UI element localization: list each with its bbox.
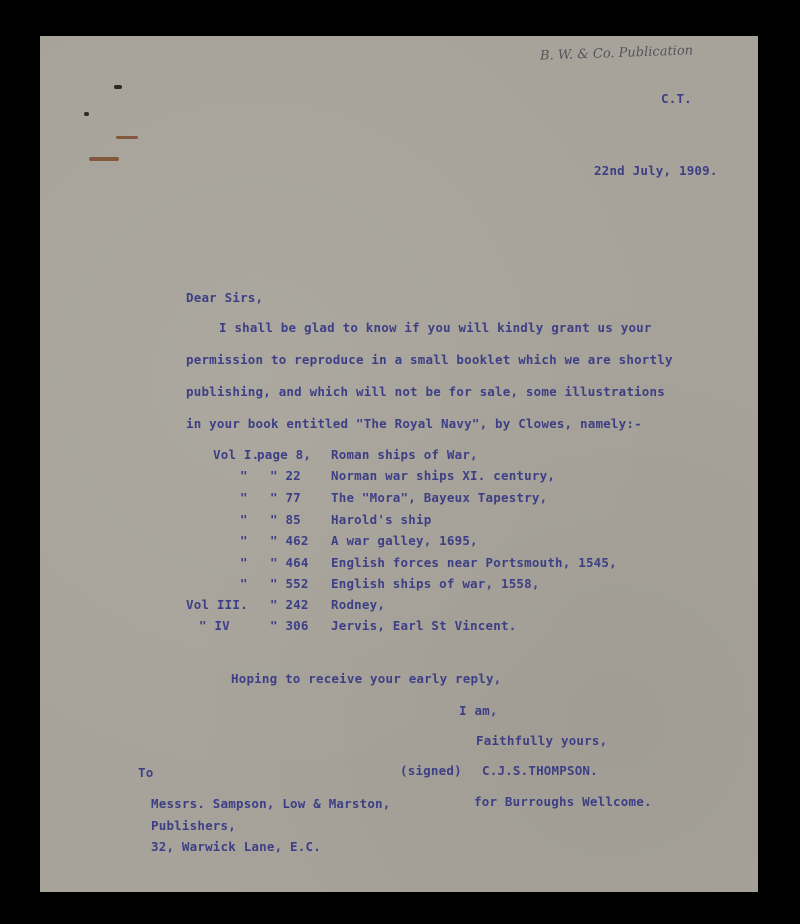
ink-speck	[84, 112, 89, 116]
list-page: " 77	[270, 490, 301, 505]
i-am-line: I am,	[459, 703, 498, 718]
list-vol: "	[240, 468, 248, 483]
closing-line: Hoping to receive your early reply,	[231, 671, 502, 686]
to-label: To	[138, 765, 154, 780]
list-page: " 306	[270, 618, 309, 633]
list-desc: English ships of war, 1558,	[331, 576, 540, 591]
handwritten-annotation: B. W. & Co. Publication	[539, 43, 694, 64]
list-page: " 242	[270, 597, 309, 612]
list-vol: Vol I.	[213, 447, 260, 462]
list-desc: Jervis, Earl St Vincent.	[331, 618, 517, 633]
list-desc: English forces near Portsmouth, 1545,	[331, 555, 617, 570]
body-line: publishing, and which will not be for sale, some illustrations	[186, 384, 665, 399]
list-vol: "	[240, 576, 248, 591]
signer-name: C.J.S.THOMPSON.	[482, 763, 598, 778]
list-vol: "	[240, 490, 248, 505]
list-page: " 22	[270, 468, 301, 483]
for-company-line: for Burroughs Wellcome.	[474, 794, 652, 809]
list-vol: " IV	[199, 618, 230, 633]
stain-mark	[116, 136, 138, 139]
body-line: I shall be glad to know if you will kindly grant us your	[219, 320, 652, 335]
reference-initials: C.T.	[661, 91, 692, 106]
body-line: in your book entitled "The Royal Navy", by Clowes, namely:-	[186, 416, 642, 431]
faithfully-line: Faithfully yours,	[476, 733, 608, 748]
letter-date: 22nd July, 1909.	[594, 163, 718, 178]
list-vol: Vol III.	[186, 597, 248, 612]
recipient-role: Publishers,	[151, 818, 236, 833]
list-vol: "	[240, 512, 248, 527]
list-page: page 8,	[257, 447, 312, 462]
list-page: " 462	[270, 533, 309, 548]
body-line: permission to reproduce in a small booklet which we are shortly	[186, 352, 673, 367]
list-desc: A war galley, 1695,	[331, 533, 478, 548]
list-desc: Roman ships of War,	[331, 447, 478, 462]
list-desc: The "Mora", Bayeux Tapestry,	[331, 490, 548, 505]
recipient-name: Messrs. Sampson, Low & Marston,	[151, 796, 391, 811]
list-desc: Norman war ships XI. century,	[331, 468, 556, 483]
list-desc: Rodney,	[331, 597, 386, 612]
signed-label: (signed)	[400, 763, 462, 778]
salutation: Dear Sirs,	[186, 290, 264, 305]
list-desc: Harold's ship	[331, 512, 432, 527]
list-page: " 464	[270, 555, 309, 570]
list-vol: "	[240, 533, 248, 548]
ink-speck	[114, 85, 122, 89]
stain-mark	[89, 157, 119, 161]
list-page: " 552	[270, 576, 309, 591]
list-vol: "	[240, 555, 248, 570]
list-page: " 85	[270, 512, 301, 527]
recipient-address: 32, Warwick Lane, E.C.	[151, 839, 321, 854]
